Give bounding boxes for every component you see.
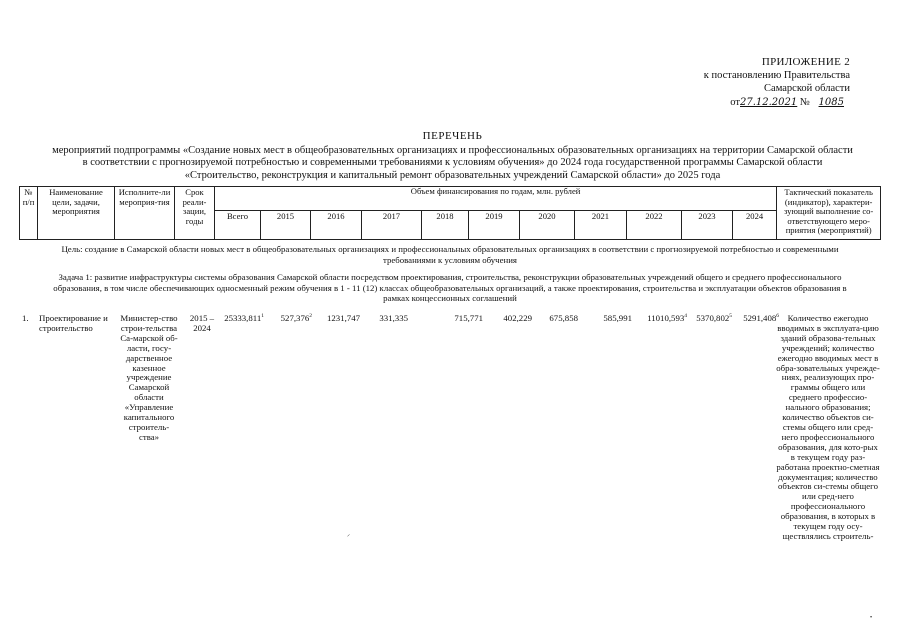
value-2015: 527,376$^2$: [280, 313, 312, 323]
appendix-block: [704, 56, 850, 109]
header-year: 2017: [362, 211, 422, 240]
header-year: 2023: [682, 211, 733, 240]
appendix-title: ПРИЛОЖЕНИЕ 2: [761, 56, 850, 68]
value-2021: 585,991: [603, 313, 632, 323]
header-year: 2020: [520, 211, 575, 240]
header-name: Наименование цели, задачи, мероприятия: [38, 187, 115, 240]
handwritten-number: 1085: [818, 97, 844, 108]
header-year: 2024: [733, 211, 777, 240]
appendix-line-region: Самарской области: [764, 83, 850, 94]
title-line-2: в соответствии с прогнозируемой потребностью и современными требованиями к условиям обучения» до 2024 года государственной программы Самарской области: [82, 157, 823, 168]
title-line-3: «Строительство, реконструкция и капитальный ремонт образовательных учреждений Самарской области» до 2025 года: [184, 169, 721, 181]
value-2022: 11010,593$^4$: [647, 313, 687, 323]
row-number: 1.: [22, 313, 29, 323]
goal-text: Цель: создание в Самарской области новых мест в общеобразовательных организациях и профессиональных образовательных организациях в соответствии с прогнозируемой потребностью и современными требованиями к условиям обучения: [61, 244, 839, 265]
number-label: №: [799, 97, 810, 108]
value-2020: 675,858: [549, 313, 578, 323]
date-prefix: от: [730, 97, 740, 108]
scan-speck: •: [870, 615, 873, 621]
table-header: [19, 186, 881, 240]
value-2017: 331,335: [379, 313, 408, 323]
title-heading: ПЕРЕЧЕНЬ: [422, 130, 483, 142]
row-executor: Министер-ство строи-тельства Са-марской об-ласти, госу-дарственное казенное учреждение Самарской области «Управление капитального строитель-ства»: [120, 313, 178, 442]
row-name: Проектирование и строительство: [39, 313, 108, 333]
appendix-line-decree: к постановлению Правительства: [703, 70, 850, 81]
header-year: 2015: [261, 211, 311, 240]
value-2024: 5291,408$^6$: [743, 313, 779, 323]
title-line-1: мероприятий подпрограммы «Создание новых мест в общеобразовательных организациях и профессиональных образовательных организациях на территории Самарской области: [52, 144, 853, 156]
value-2016: 1231,747: [327, 313, 360, 323]
header-executor: Исполните-ли мероприя-тия: [115, 187, 175, 240]
value-2019: 402,229: [503, 313, 532, 323]
document-title: [0, 130, 905, 182]
value-2018: 715,771: [454, 313, 483, 323]
header-year: 2018: [422, 211, 469, 240]
row-indicator: Количество ежегодно вводимых в эксплуата-цию зданий образова-тельных учреждений; количество ежегодно вводимых мест в обра-зовательных учрежде-ниях, реализующих про-граммы общего или среднего профессио-нального образования; количество объектов си-стемы общего или сред-него профессионального образования, для кото-рых в текущем году раз-работана проектно-сметная документация; количество объектов си-стемы общего или сред-него профессионального образования, в которых в текущем году осу-ществлялись строитель-: [776, 313, 880, 541]
value-total: 25333,811$^1$: [224, 313, 264, 323]
header-year: 2016: [311, 211, 362, 240]
handwritten-date: 27.12.2021: [740, 97, 798, 108]
header-total: Всего: [215, 211, 261, 240]
task-text: Задача 1: развитие инфраструктуры системы образования Самарской области посредством проектирования, строительства, реконструкции образовательных учреждений общего и среднего профессионального образования, в том числе обеспечивающих односменный режим обучения в 1 - 11 (12) классах общеобразовательных организаций, а также проектирования, строительства и эксплуатации объектов образования в рамках концессионных соглашений: [53, 272, 847, 303]
header-year: 2021: [575, 211, 627, 240]
header-indicator: Тактический показатель (индикатор), характери-зующий выполнение со-ответствующего меро-приятия (мероприятий): [777, 187, 881, 240]
header-term: Срок реали-зации, годы: [175, 187, 215, 240]
scan-speck: ⸝: [347, 532, 351, 538]
appendix-date-line: [704, 96, 850, 109]
header-year: 2019: [469, 211, 520, 240]
value-2023: 5370,802$^5$: [696, 313, 732, 323]
header-num: № п/п: [20, 187, 38, 240]
header-financing: Объем финансирования по годам, млн. рублей: [215, 187, 777, 211]
header-year: 2022: [627, 211, 682, 240]
row-term: 2015 – 2024: [189, 313, 215, 333]
